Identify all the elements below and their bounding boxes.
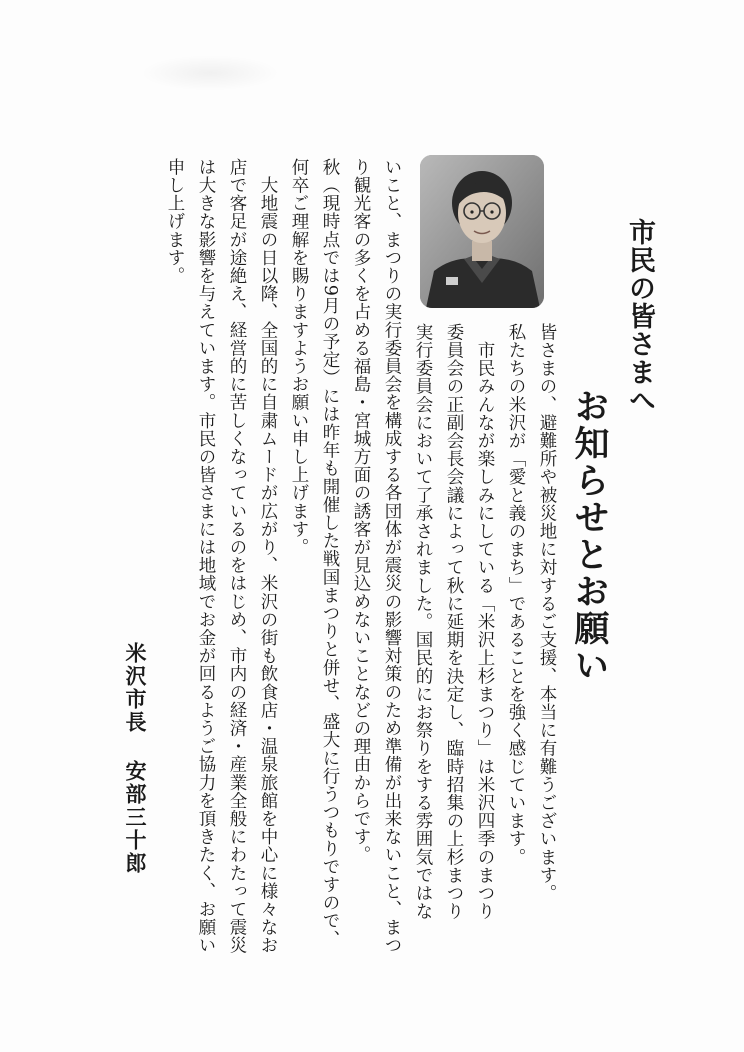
body-column-7: り観光客の多くを占める福島・宮城方面の誘客が見込めないことなどの理由からです。 xyxy=(351,158,371,864)
body-column-11: 店で客足が途絶え、経営的に苦しくなっているのをはじめ、市内の経済・産業全般にわたって震災 xyxy=(227,158,247,955)
page-subtitle: お知らせとお願い xyxy=(569,388,609,684)
body-column-10: 大地震の日以降、全国的に自粛ムードが広がり、米沢の街も飲食店・温泉旅館を中心に様々なお xyxy=(258,158,278,955)
signature-name: 安部三十郎 xyxy=(123,760,147,875)
body-column-3: 市民みんなが楽しみにしている「米沢上杉まつり」は米沢四季のまつり xyxy=(475,323,495,921)
body-column-4: 委員会の正副会長会議によって秋に延期を決定し、臨時招集の上杉まつり xyxy=(444,323,464,921)
body-column-13: 申し上げます。 xyxy=(165,158,185,285)
body-column-12: は大きな影響を与えています。市民の皆さまには地域でお金が回るようご協力を頂きたく、お願い xyxy=(196,158,216,955)
body-column-2: 私たちの米沢が「愛と義のまち」であることを強く感じています。 xyxy=(506,323,526,866)
body-column-1: 皆さまの、避難所や被災地に対するご支援、本当に有難うございます。 xyxy=(537,323,557,903)
body-column-8: 秋（現時点では9月の予定）には昨年も開催した戦国まつりと併せ、盛大に行うつもりですので、 xyxy=(320,158,340,949)
page-title: 市民の皆さまへ xyxy=(624,218,655,414)
body-column-5: 実行委員会において了承されました。国民的にお祭りをする雰囲気ではな xyxy=(413,323,433,921)
portrait-photo xyxy=(420,155,544,308)
scan-smudge xyxy=(140,55,280,91)
body-column-6: いこと、まつりの実行委員会を構成する各団体が震災の影響対策のため準備が出来ないこと、まつ xyxy=(382,158,402,955)
signature-title: 米沢市長 xyxy=(123,642,147,734)
body-column-9: 何卒ご理解を賜りますようお願い申し上げます。 xyxy=(289,158,309,557)
